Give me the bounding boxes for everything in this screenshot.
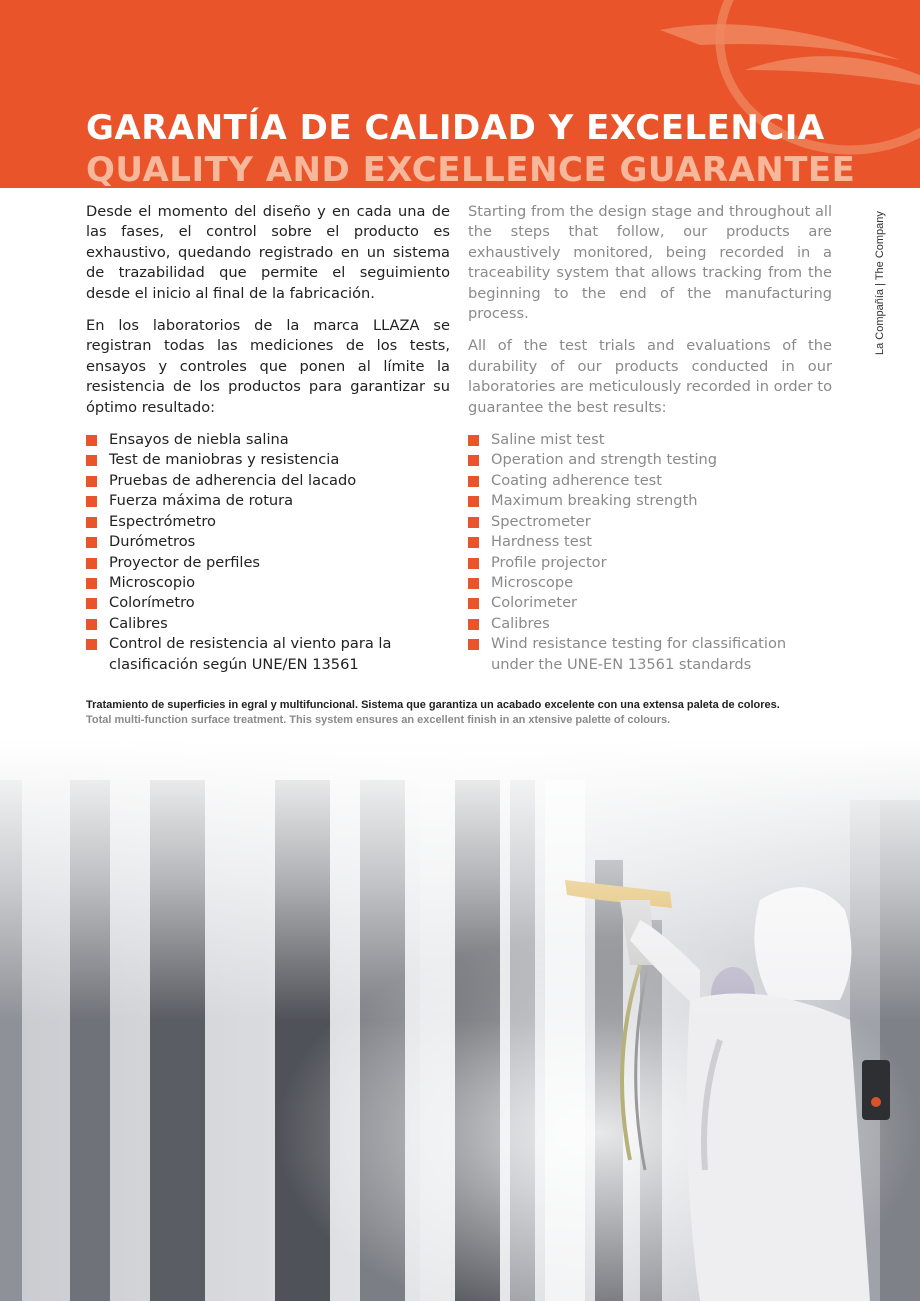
- list-item: Microscopio: [86, 573, 450, 593]
- list-item: Wind resistance testing for classification under the UNE-EN 13561 standards: [468, 634, 832, 675]
- square-bullet-icon: [86, 639, 97, 650]
- square-bullet-icon: [468, 619, 479, 630]
- english-column: [468, 202, 832, 675]
- page-title-spanish: GARANTÍA DE CALIDAD Y EXCELENCIA: [86, 108, 825, 148]
- list-item: Pruebas de adherencia del lacado: [86, 471, 450, 491]
- square-bullet-icon: [86, 476, 97, 487]
- list-item: Fuerza máxima de rotura: [86, 491, 450, 511]
- list-item: Espectrómetro: [86, 512, 450, 532]
- square-bullet-icon: [86, 496, 97, 507]
- square-bullet-icon: [468, 517, 479, 528]
- section-side-label: La Compañía | The Company: [874, 211, 886, 355]
- square-bullet-icon: [86, 537, 97, 548]
- list-item: Calibres: [86, 614, 450, 634]
- square-bullet-icon: [468, 578, 479, 589]
- square-bullet-icon: [468, 476, 479, 487]
- english-paragraph-2: All of the test trials and evaluations of the durability of our products conducted in our laboratories are meticulously recorded in order to guarantee the best results:: [468, 337, 832, 416]
- square-bullet-icon: [86, 578, 97, 589]
- header-banner: [0, 0, 920, 188]
- list-item: Control de resistencia al viento para la clasificación según UNE/EN 13561: [86, 634, 450, 675]
- spanish-test-list: [86, 430, 450, 675]
- list-item: Maximum breaking strength: [468, 491, 832, 511]
- caption-spanish: Tratamiento de superficies in egral y multifuncional. Sistema que garantiza un acabado excelente con una extensa paleta de colores.: [86, 699, 780, 711]
- square-bullet-icon: [86, 558, 97, 569]
- spanish-column: [86, 202, 450, 675]
- square-bullet-icon: [468, 537, 479, 548]
- spanish-paragraph-2: En los laboratorios de la marca LLAZA se registran todas las mediciones de los tests, ensayos y controles que ponen al límite la resistencia de los productos para garantizar su óptimo resultado:: [86, 317, 450, 416]
- coating-booth-photo: [0, 740, 920, 1301]
- page-title-english: QUALITY AND EXCELLENCE GUARANTEE: [86, 150, 856, 188]
- square-bullet-icon: [86, 619, 97, 630]
- square-bullet-icon: [86, 517, 97, 528]
- list-item: Durómetros: [86, 532, 450, 552]
- english-paragraph-1: Starting from the design stage and throughout all the steps that follow, our products are exhaustively monitored, being recorded in a traceability system that allows tracking from the beginning to the end of the manufacturing process.: [468, 203, 832, 323]
- list-item: Proyector de perfiles: [86, 553, 450, 573]
- list-item: Operation and strength testing: [468, 450, 832, 470]
- square-bullet-icon: [468, 435, 479, 446]
- english-test-list: [468, 430, 832, 675]
- square-bullet-icon: [86, 598, 97, 609]
- photo-caption: [86, 698, 780, 728]
- square-bullet-icon: [468, 558, 479, 569]
- spray-painter-photo-illustration: [0, 740, 920, 1301]
- square-bullet-icon: [468, 639, 479, 650]
- caption-english: Total multi-function surface treatment. This system ensures an excellent finish in an xtensive palette of colours.: [86, 714, 671, 726]
- list-item: Spectrometer: [468, 512, 832, 532]
- list-item: Hardness test: [468, 532, 832, 552]
- square-bullet-icon: [86, 435, 97, 446]
- list-item: Colorímetro: [86, 593, 450, 613]
- square-bullet-icon: [86, 455, 97, 466]
- square-bullet-icon: [468, 496, 479, 507]
- list-item: Coating adherence test: [468, 471, 832, 491]
- square-bullet-icon: [468, 598, 479, 609]
- list-item: Ensayos de niebla salina: [86, 430, 450, 450]
- list-item: Profile projector: [468, 553, 832, 573]
- spanish-paragraph-1: Desde el momento del diseño y en cada una de las fases, el control sobre el producto es exhaustivo, quedando registrado en un sistema de trazabilidad que permite el seguimiento desde el inicio al final de la fabricación.: [86, 203, 450, 302]
- list-item: Calibres: [468, 614, 832, 634]
- square-bullet-icon: [468, 455, 479, 466]
- list-item: Test de maniobras y resistencia: [86, 450, 450, 470]
- list-item: Colorimeter: [468, 593, 832, 613]
- list-item: Saline mist test: [468, 430, 832, 450]
- list-item: Microscope: [468, 573, 832, 593]
